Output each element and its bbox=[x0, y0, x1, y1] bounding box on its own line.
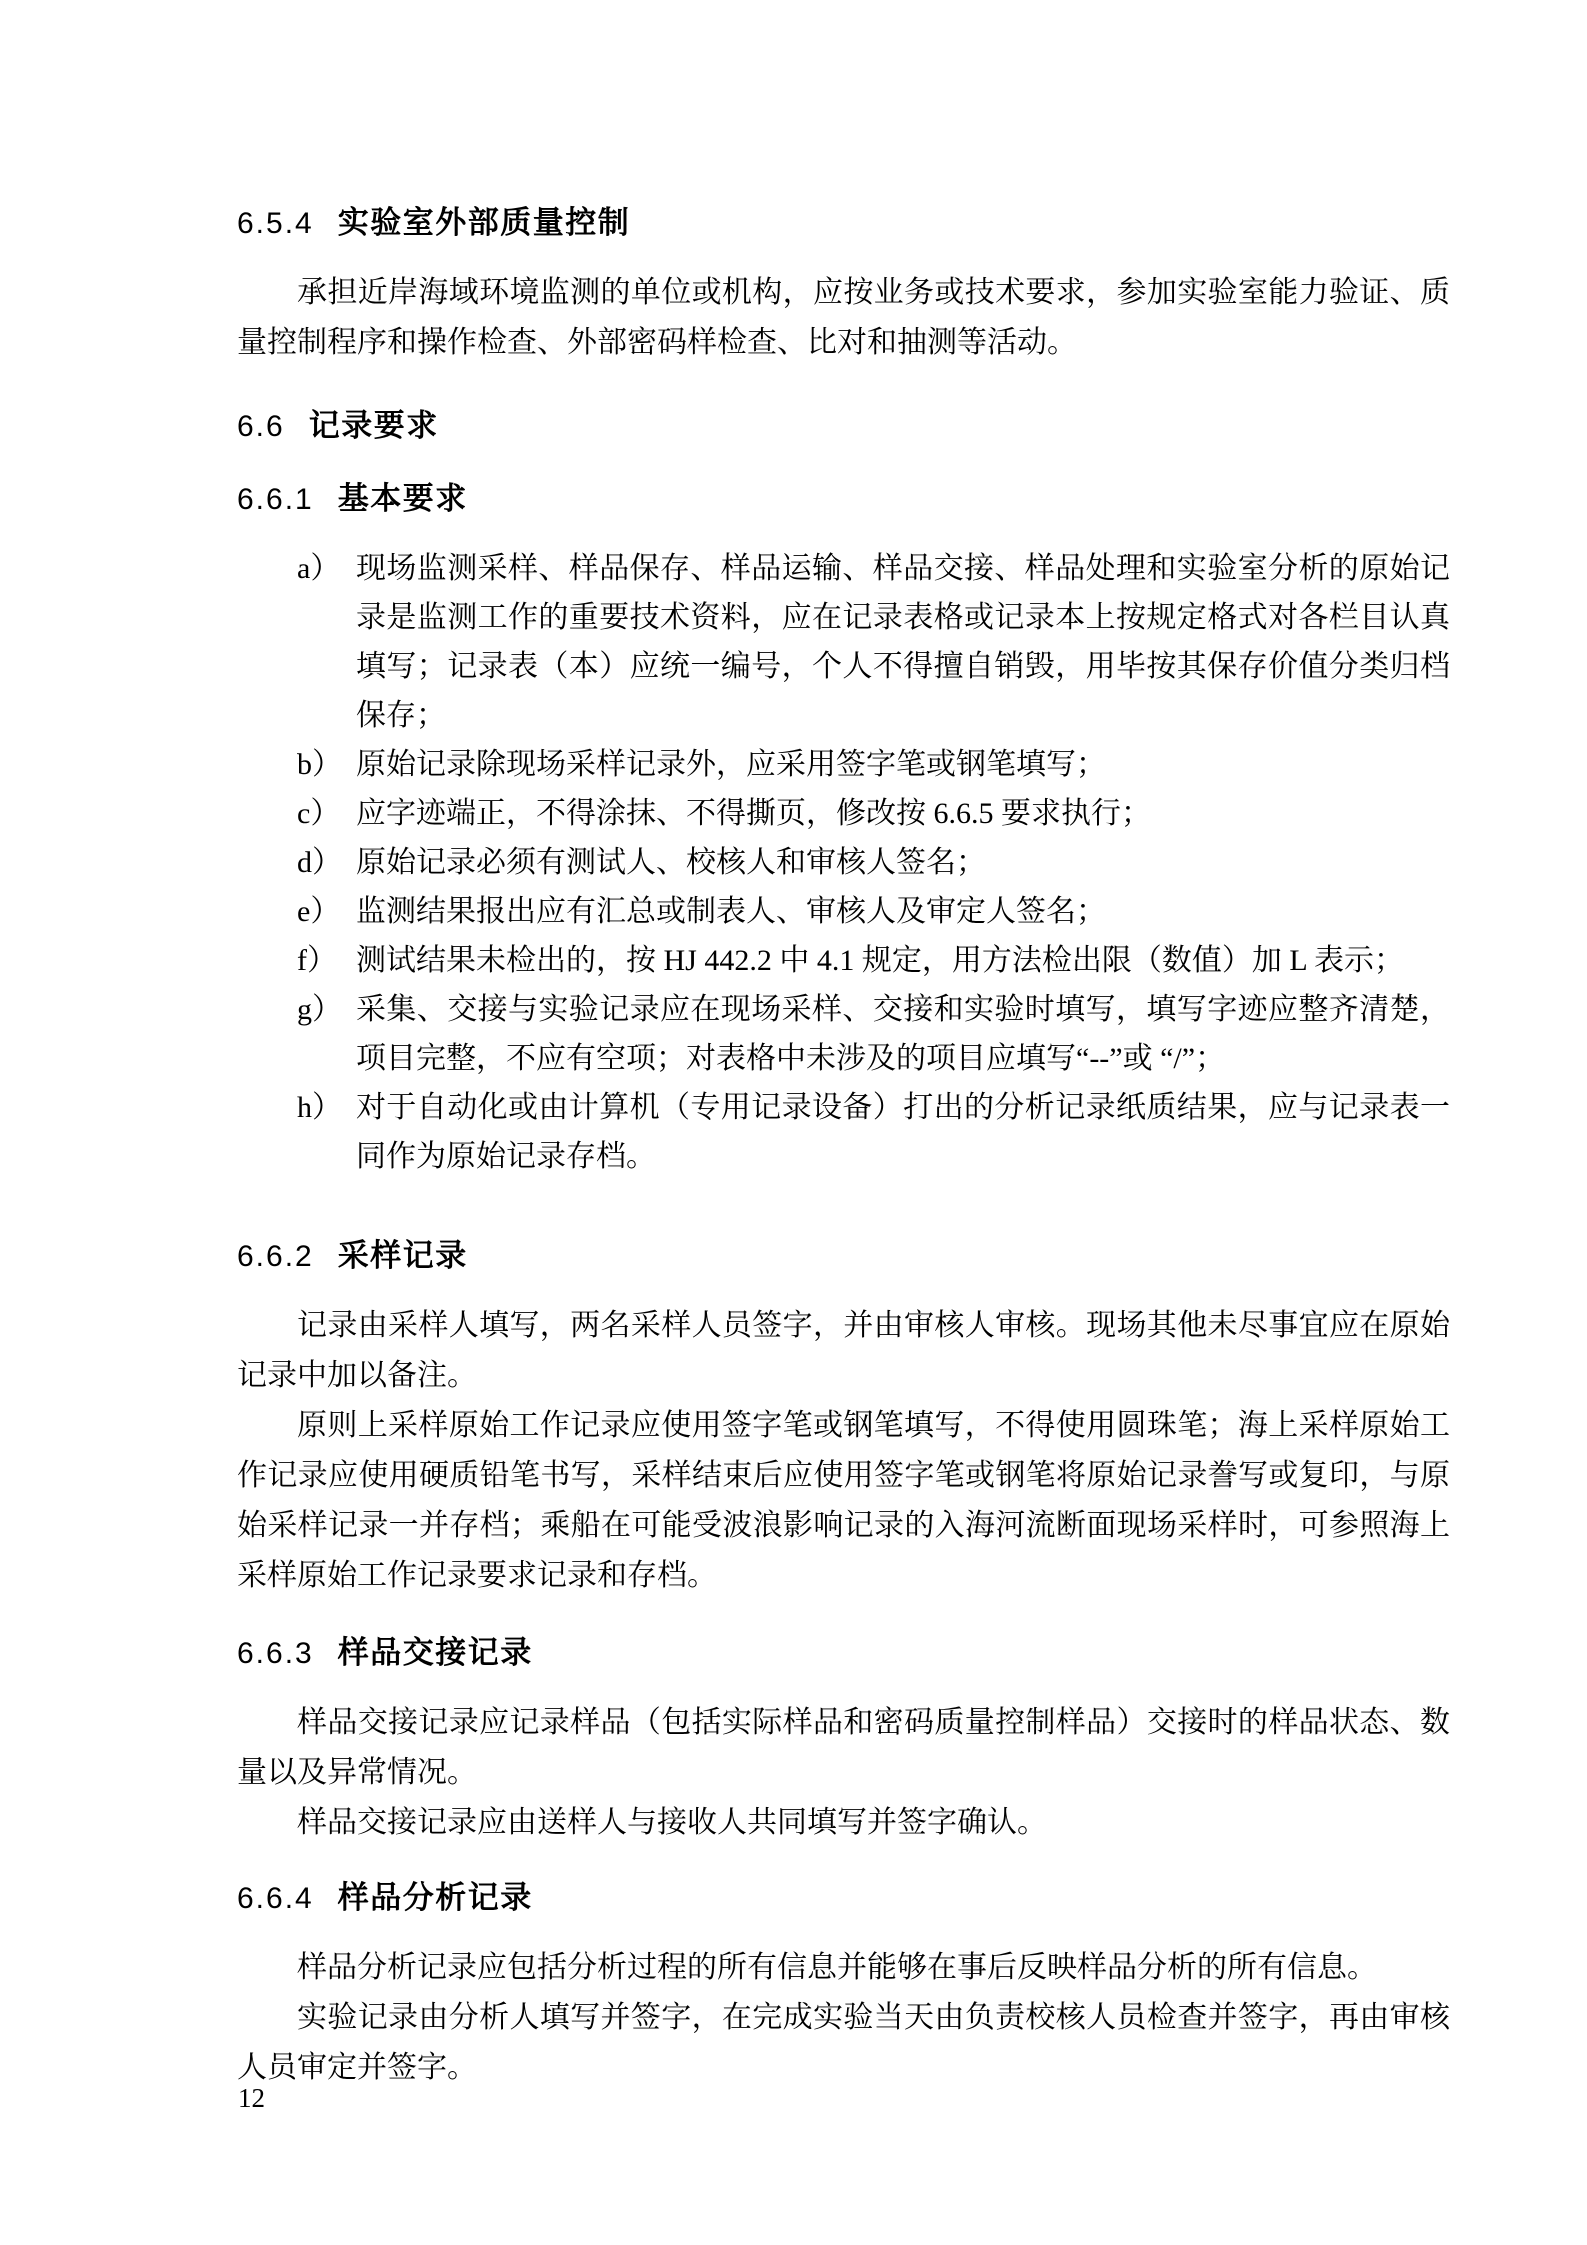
list-item-b bbox=[297, 740, 1450, 789]
section-heading-6-6 bbox=[237, 406, 1450, 447]
list-marker: e） bbox=[297, 895, 341, 928]
list-item-text: 测试结果未检出的，按 HJ 442.2 中 4.1 规定，用方法检出限（数值）加 L 表示； bbox=[356, 944, 1405, 977]
list-marker: a） bbox=[297, 552, 341, 585]
list-marker: c） bbox=[297, 797, 341, 830]
document-content bbox=[237, 0, 1450, 2093]
heading-number: 6.6.3 bbox=[237, 1637, 314, 1670]
heading-number: 6.6.2 bbox=[237, 1240, 314, 1273]
paragraph-6-6-3-1: 样品交接记录应记录样品（包括实际样品和密码质量控制样品）交接时的样品状态、数量以及异常情况。 bbox=[237, 1706, 1450, 1789]
heading-title: 记录要求 bbox=[308, 408, 439, 443]
list-item-text: 对于自动化或由计算机（专用记录设备）打出的分析记录纸质结果，应与记录表一同作为原始记录存档。 bbox=[356, 1091, 1450, 1173]
section-heading-6-6-2 bbox=[237, 1236, 1450, 1277]
list-marker: h） bbox=[297, 1091, 342, 1124]
section-heading-6-6-3 bbox=[237, 1633, 1450, 1674]
list-item-text: 现场监测采样、样品保存、样品运输、样品交接、样品处理和实验室分析的原始记录是监测工作的重要技术资料，应在记录表格或记录本上按规定格式对各栏目认真填写；记录表（本）应统一编号，个人不得擅自销毁，用毕按其保存价值分类归档保存； bbox=[356, 552, 1450, 732]
requirements-list bbox=[237, 544, 1450, 1181]
list-item-text: 采集、交接与实验记录应在现场采样、交接和实验时填写，填写字迹应整齐清楚，项目完整，不应有空项；对表格中未涉及的项目应填写“--”或 “/”； bbox=[356, 993, 1450, 1075]
section-heading-6-6-1 bbox=[237, 479, 1450, 520]
heading-number: 6.6 bbox=[237, 410, 285, 443]
list-marker: b） bbox=[297, 748, 342, 781]
list-item-f bbox=[297, 936, 1450, 985]
heading-title: 基本要求 bbox=[337, 481, 468, 516]
list-item-text: 原始记录除现场采样记录外，应采用签字笔或钢笔填写； bbox=[356, 748, 1106, 781]
section-heading-6-5-4 bbox=[237, 203, 1450, 244]
page-number: 12 bbox=[238, 2083, 265, 2113]
list-item-d bbox=[297, 838, 1450, 887]
heading-title: 样品分析记录 bbox=[337, 1880, 533, 1915]
heading-title: 采样记录 bbox=[337, 1238, 468, 1273]
heading-number: 6.6.1 bbox=[237, 483, 314, 516]
list-item-e bbox=[297, 887, 1450, 936]
heading-number: 6.5.4 bbox=[237, 207, 314, 240]
list-item-text: 原始记录必须有测试人、校核人和审核人签名； bbox=[356, 846, 986, 879]
section-heading-6-6-4 bbox=[237, 1878, 1450, 1919]
paragraph-6-6-4-2: 实验记录由分析人填写并签字，在完成实验当天由负责校核人员检查并签字，再由审核人员审定并签字。 bbox=[237, 2001, 1450, 2084]
list-item-text: 应字迹端正，不得涂抹、不得撕页，修改按 6.6.5 要求执行； bbox=[356, 797, 1151, 830]
paragraph-6-5-4: 承担近岸海域环境监测的单位或机构，应按业务或技术要求，参加实验室能力验证、质量控制程序和操作检查、外部密码样检查、比对和抽测等活动。 bbox=[237, 276, 1450, 359]
paragraph-6-6-3-2: 样品交接记录应由送样人与接收人共同填写并签字确认。 bbox=[297, 1806, 1047, 1839]
list-item-text: 监测结果报出应有汇总或制表人、审核人及审定人签名； bbox=[356, 895, 1106, 928]
list-marker: g） bbox=[297, 993, 342, 1026]
heading-title: 实验室外部质量控制 bbox=[337, 205, 631, 240]
heading-title: 样品交接记录 bbox=[337, 1635, 533, 1670]
list-marker: f） bbox=[297, 944, 337, 977]
heading-number: 6.6.4 bbox=[237, 1882, 314, 1915]
paragraph-6-6-2-2: 原则上采样原始工作记录应使用签字笔或钢笔填写，不得使用圆珠笔；海上采样原始工作记录应使用硬质铅笔书写，采样结束后应使用签字笔或钢笔将原始记录誊写或复印，与原始采样记录一并存档；乘船在可能受波浪影响记录的入海河流断面现场采样时，可参照海上采样原始工作记录要求记录和存档。 bbox=[237, 1409, 1450, 1592]
paragraph-6-6-4-1: 样品分析记录应包括分析过程的所有信息并能够在事后反映样品分析的所有信息。 bbox=[297, 1951, 1377, 1984]
list-item-h bbox=[297, 1083, 1450, 1181]
list-marker: d） bbox=[297, 846, 342, 879]
list-item-g bbox=[297, 985, 1450, 1083]
list-item-a bbox=[297, 544, 1450, 740]
paragraph-6-6-2-1: 记录由采样人填写，两名采样人员签字，并由审核人审核。现场其他未尽事宜应在原始记录中加以备注。 bbox=[237, 1309, 1450, 1392]
list-item-c bbox=[297, 789, 1450, 838]
